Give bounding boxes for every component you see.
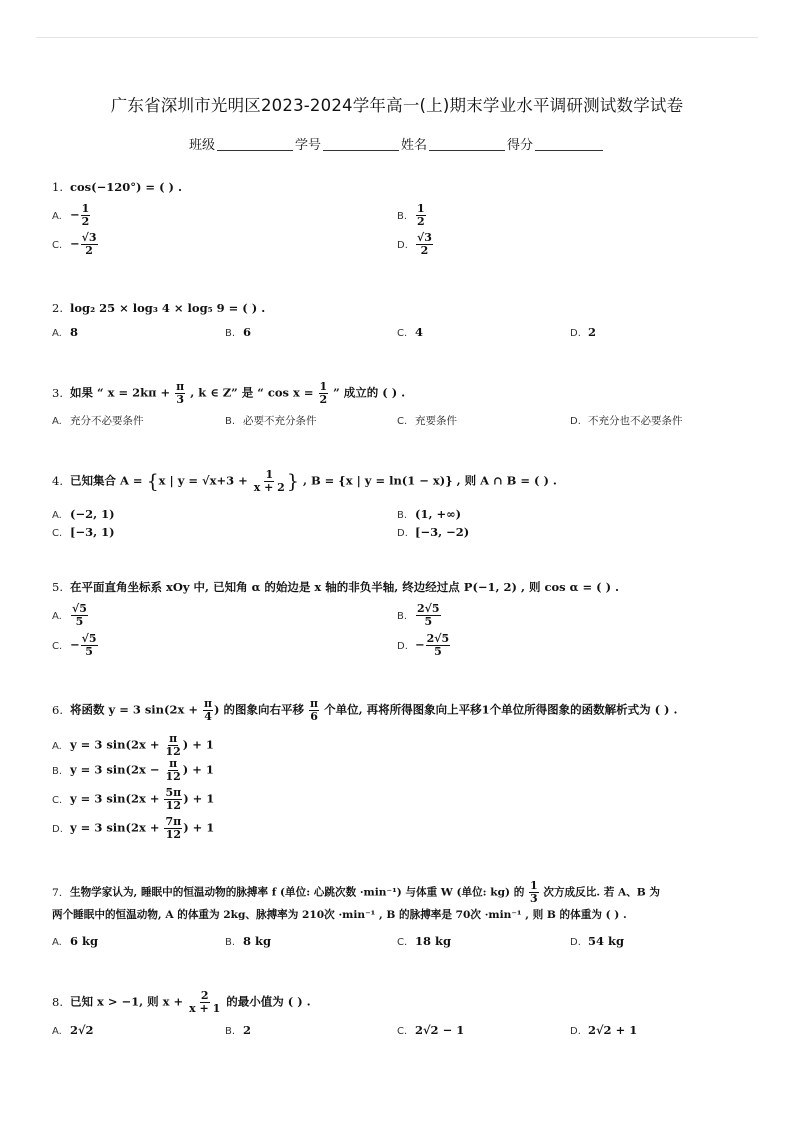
class-blank[interactable] xyxy=(217,138,293,151)
question-1 xyxy=(52,178,752,196)
question-5: 5. 在平面直角坐标系 xOy 中, 已知角 α 的始边是 x 轴的非负半轴, 终边经过点 P(−1, 2) , 则 cos α = ( ) . xyxy=(52,580,620,594)
question-3: 3. 如果 “ x = 2kπ + $\frac{\pi}{3}$ , k ∈ Z” 是 “ cos x = $\frac{1}{2}$ ” 成立的 ( ) . xyxy=(52,380,406,406)
q7-option-c[interactable]: C. 18 kg xyxy=(397,934,452,948)
q3-option-a[interactable]: A. 充分不必要条件 xyxy=(52,415,144,427)
q8-option-b[interactable]: B. 2 xyxy=(225,1023,252,1037)
q6-option-c[interactable]: C. y = 3 sin(2x + $\frac{5\pi}{12}$ ) + 1 xyxy=(52,786,215,812)
name-label: 姓名 xyxy=(401,138,428,153)
student-info-line xyxy=(0,134,794,153)
q4-option-a[interactable]: A. (−2, 1) xyxy=(52,507,115,521)
q4-option-b[interactable]: B. (1, +∞) xyxy=(397,507,462,521)
q4-option-c[interactable]: C. [−3, 1) xyxy=(52,525,115,539)
name-blank[interactable] xyxy=(429,138,505,151)
score-label: 得分 xyxy=(507,138,534,153)
question-2 xyxy=(52,299,752,317)
q8-option-d[interactable]: D. 2√2 + 1 xyxy=(570,1023,638,1037)
question-7-line-2: 两个睡眠中的恒温动物, A 的体重为 2kg、脉搏率为 210次 ·min⁻¹ , B 的脉搏率是 70次 ·min⁻¹ , 则 B 的体重为 ( ) . xyxy=(52,909,627,921)
q6-option-d[interactable]: D. y = 3 sin(2x + $\frac{7\pi}{12}$ ) + 1 xyxy=(52,815,215,841)
q3-option-c[interactable]: C. 充要条件 xyxy=(397,415,457,427)
question-number: 2. xyxy=(52,301,63,315)
question-8: 8. 已知 x > −1, 则 x + $\frac{2}{x + 1}$ 的最小值为 ( ) . xyxy=(52,989,311,1015)
exam-title: 广东省深圳市光明区2023-2024学年高一(上)期末学业水平调研测试数学试卷 xyxy=(110,96,684,115)
q8-option-a[interactable]: A. 2√2 xyxy=(52,1023,94,1037)
q7-option-b[interactable]: B. 8 kg xyxy=(225,934,272,948)
question-number: 1. xyxy=(52,180,63,194)
q2-option-c[interactable]: C. 4 xyxy=(397,325,424,339)
class-label: 班级 xyxy=(188,138,215,153)
q7-option-a[interactable]: A. 6 kg xyxy=(52,934,99,948)
q2-option-d[interactable]: D. 2 xyxy=(570,325,597,339)
question-4: 4. 已知集合 A = {x | y = √x+3 + $\frac{1}{x + 2}$ } , B = {x | y = ln(1 − x)} , 则 A ∩ B = ( ) . xyxy=(52,468,557,494)
q5-option-d[interactable]: D. − $\frac{2√5}{5}$ xyxy=(397,632,450,658)
q1-option-d[interactable]: D. $\frac{√3}{2}$ xyxy=(397,231,432,257)
q4-option-d[interactable]: D. [−3, −2) xyxy=(397,525,470,539)
question-7: 7. 生物学家认为, 睡眠中的恒温动物的脉搏率 f (单位: 心跳次数 ·min⁻¹) 与体重 W (单位: kg) 的 $\frac{1}{3}$ 次方成反比. 若 A、B 为 xyxy=(52,879,661,905)
q7-option-d[interactable]: D. 54 kg xyxy=(570,934,625,948)
q3-option-d[interactable]: D. 不充分也不必要条件 xyxy=(570,415,683,427)
q3-option-b[interactable]: B. 必要不充分条件 xyxy=(225,415,317,427)
header-divider xyxy=(36,37,758,38)
score-blank[interactable] xyxy=(535,138,603,151)
q1-option-a[interactable]: A. − $\frac{1}{2}$ xyxy=(52,202,90,228)
q2-option-b[interactable]: B. 6 xyxy=(225,325,252,339)
q1-option-b[interactable]: B. $\frac{1}{2}$ xyxy=(397,202,425,228)
question-6: 6. 将函数 y = 3 sin(2x + $\frac{\pi}{4}$ ) 的图象向右平移 $\frac{\pi}{6}$ 个单位, 再将所得图象向上平移1个单位所得图象的函数解析式为 ( ) . xyxy=(52,697,678,723)
q8-option-c[interactable]: C. 2√2 − 1 xyxy=(397,1023,465,1037)
id-label: 学号 xyxy=(294,138,321,153)
question-stem: cos(−120°) = ( ) . xyxy=(70,180,182,194)
q5-option-b[interactable]: B. $\frac{2√5}{5}$ xyxy=(397,602,440,628)
q6-option-a[interactable]: A. y = 3 sin(2x + $\frac{\pi}{12}$ ) + 1 xyxy=(52,732,214,758)
q6-option-b[interactable]: B. y = 3 sin(2x − $\frac{\pi}{12}$ ) + 1 xyxy=(52,757,214,783)
q2-option-a[interactable]: A. 8 xyxy=(52,325,79,339)
q1-option-c[interactable]: C. − $\frac{√3}{2}$ xyxy=(52,231,97,257)
question-stem: log₂ 25 × log₃ 4 × log₅ 9 = ( ) . xyxy=(70,301,266,315)
id-blank[interactable] xyxy=(323,138,399,151)
q5-option-c[interactable]: C. − $\frac{√5}{5}$ xyxy=(52,632,97,658)
q5-option-a[interactable]: A. $\frac{√5}{5}$ xyxy=(52,602,87,628)
